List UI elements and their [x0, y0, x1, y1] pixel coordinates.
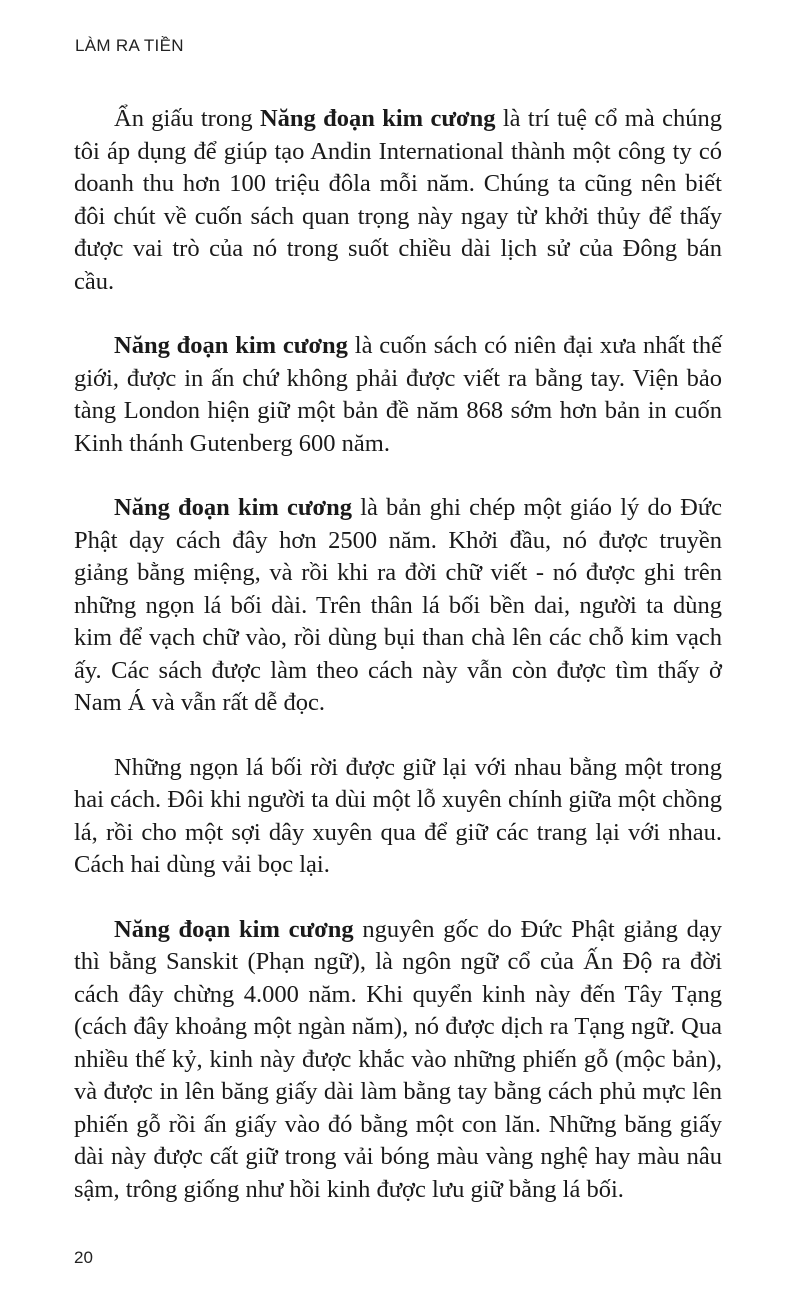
text-segment: Những ngọn lá bối rời được giữ lại với nhau bằng một trong hai cách. Đôi khi người ta dùi một lỗ xuyên chính giữa một chồng lá, rồi cho một sợi dây xuyên qua để giữ các trang lại với nhau. Cách hai dùng vải bọc lại.: [74, 753, 722, 878]
book-title-emphasis: Năng đoạn kim cương: [259, 105, 496, 132]
text-segment: là trí tuệ cổ mà chúng tôi áp dụng để giúp tạo Andin International thành một công ty có doanh thu hơn 100 triệu đôla mỗi năm. Chúng ta cũng nên biết đôi chút về cuốn sách quan trọng này ngay từ khởi thủy để thấy được vai trò của nó trong suốt chiều dài lịch sử của Đông bán cầu.: [74, 105, 722, 295]
text-segment: nguyên gốc do Đức Phật giảng dạy thì bằng Sanskit (Phạn ngữ), là ngôn ngữ cổ của Ấn Độ ra đời cách đây chừng 4.000 năm. Khi quyển kinh này đến Tây Tạng (cách đây khoảng một ngàn năm), nó được dịch ra Tạng ngữ. Qua nhiều thế kỷ, kinh này được khắc vào những phiến gỗ (mộc bản), và được in lên băng giấy dài làm bằng tay bằng cách phủ mực lên phiến gỗ rồi ấn giấy vào đó bằng một con lăn. Những băng giấy dài này được cất giữ trong vải bóng màu vàng nghệ hay màu nâu sậm, trông giống như hồi kinh được lưu giữ bằng lá bối.: [74, 915, 722, 1203]
text-segment: là bản ghi chép một giáo lý do Đức Phật dạy cách đây hơn 2500 năm. Khởi đầu, nó được truyền giảng bằng miệng, và rồi khi ra đời chữ viết - nó được ghi trên những ngọn lá bối dài. Trên thân lá bối bền dai, người ta dùng kim để vạch chữ vào, rồi dùng bụi than chà lên các chỗ kim vạch ấy. Các sách được làm theo cách này vẫn còn được tìm thấy ở Nam Á và vẫn rất dễ đọc.: [74, 494, 722, 716]
paragraph-1: [74, 103, 722, 298]
book-title-emphasis: Năng đoạn kim cương: [114, 915, 354, 943]
paragraph-4: [74, 752, 722, 882]
body-text: [74, 103, 722, 1238]
paragraph-2: [74, 330, 722, 460]
book-title-emphasis: Năng đoạn kim cương: [114, 332, 348, 359]
book-title-emphasis: Năng đoạn kim cương: [114, 494, 352, 521]
page-number: 20: [74, 1248, 93, 1267]
text-segment: là cuốn sách có niên đại xưa nhất thế giới, được in ấn chứ không phải được viết ra bằng tay. Viện bảo tàng London hiện giữ một bản đề năm 868 sớm hơn bản in cuốn Kinh thánh Gutenberg 600 năm.: [74, 332, 723, 457]
text-segment: Ẩn giấu trong: [114, 105, 260, 132]
paragraph-3: [74, 492, 722, 720]
running-header: LÀM RA TIỀN: [75, 36, 184, 55]
paragraph-5: [74, 914, 722, 1207]
